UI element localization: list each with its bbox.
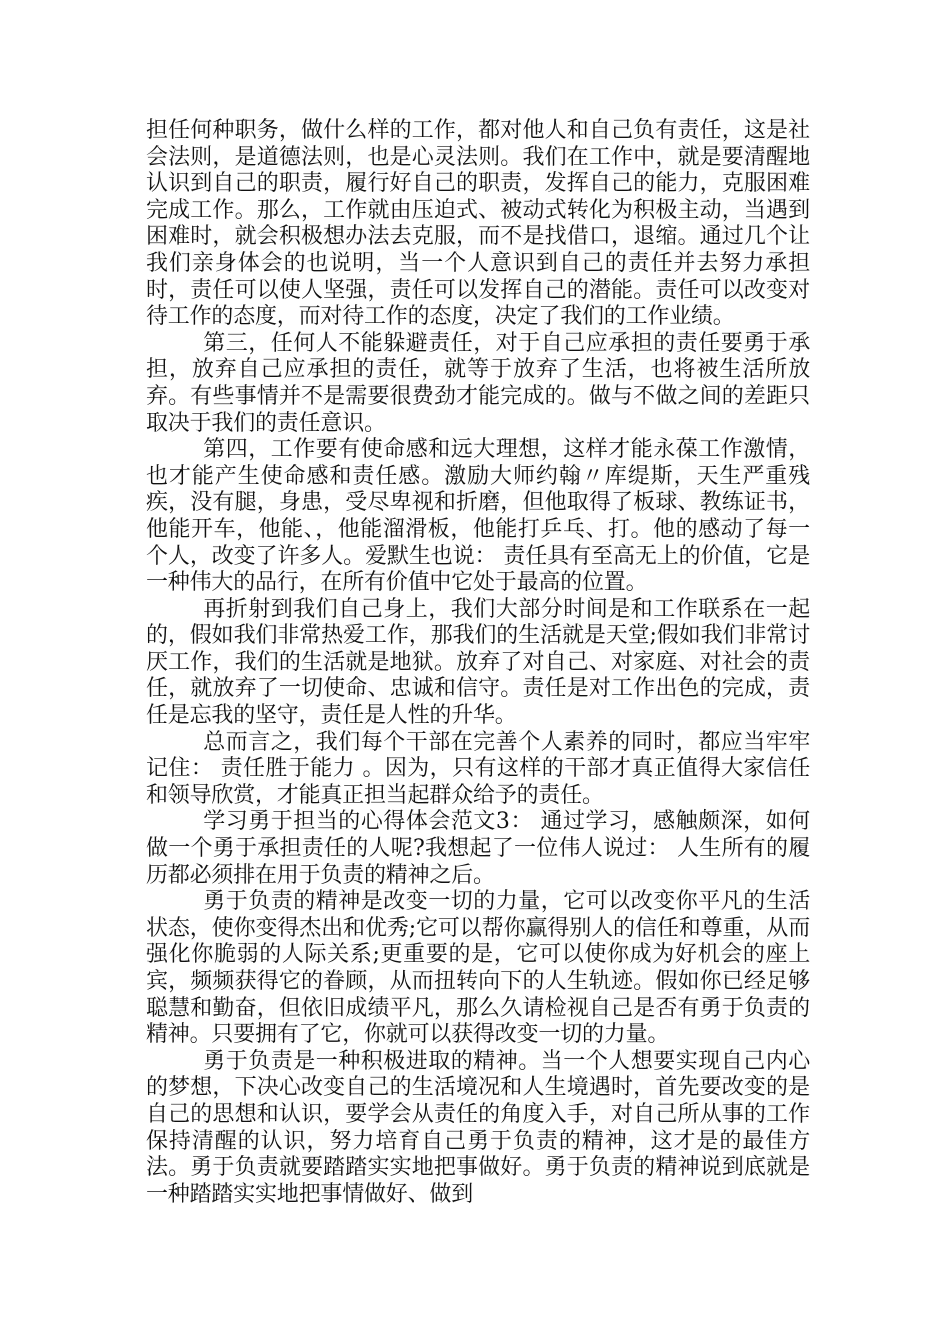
paragraph-1: 担任何种职务，做什么样的工作，都对他人和自己负有责任，这是社会法则，是道德法则，也是心灵法则。我们在工作中，就是要清醒地认识到自己的职责，履行好自己的职责，发挥自己的能力，克服困难完成工作。那么，工作就由压迫式、被动式转化为积极主动，当遇到困难时，就会积极想办法去克服，而不是找借口，退缩。通过几个让我们亲身体会的也说明，当一个人意识到自己的责任并去努力承担时，责任可以使人坚强，责任可以发挥自己的潜能。责任可以改变对待工作的态度，而对待工作的态度，决定了我们的工作业绩。 — [146, 118, 810, 330]
paragraph-2: 第三，任何人不能躲避责任，对于自己应承担的责任要勇于承担，放弃自己应承担的责任，就等于放弃了生活，也将被生活所放弃。有些事情并不是需要很费劲才能完成的。做与不做之间的差距只取决于我们的责任意识。 — [146, 330, 810, 436]
paragraph-3: 第四，工作要有使命感和远大理想，这样才能永葆工作激情，也才能产生使命感和责任感。激励大师约翰〃库缇斯，天生严重残疾，没有腿，身患，受尽卑视和折磨，但他取得了板球、教练证书，他能开车，他能、，他能溜滑板，他能打乒乓、打。他的感动了每一个人，改变了许多人。爱默生也说： 责任具有至高无上的价值，它是一种伟大的品行，在所有价值中它处于最高的位置。 — [146, 437, 810, 596]
paragraph-5: 总而言之，我们每个干部在完善个人素养的同时，都应当牢牢记住： 责任胜于能力 。因为，只有这样的干部才真正值得大家信任和领导欣赏，才能真正担当起群众给予的责任。 — [146, 729, 810, 808]
paragraph-8: 勇于负责是一种积极进取的精神。当一个人想要实现自己内心的梦想，下决心改变自己的生活境况和人生境遇时，首先要改变的是自己的思想和认识，要学会从责任的角度入手，对自己所从事的工作保持清醒的认识，努力培育自己勇于负责的精神，这才是的最佳方法。勇于负责就要踏踏实实地把事做好。勇于负责的精神说到底就是一种踏踏实实地把事情做好、做到 — [146, 1048, 810, 1207]
paragraph-4: 再折射到我们自己身上，我们大部分时间是和工作联系在一起的，假如我们非常热爱工作，那我们的生活就是天堂;假如我们非常讨厌工作，我们的生活就是地狱。放弃了对自己、对家庭、对社会的责任，就放弃了一切使命、忠诚和信守。责任是对工作出色的完成，责任是忘我的坚守，责任是人性的升华。 — [146, 596, 810, 729]
paragraph-7: 勇于负责的精神是改变一切的力量，它可以改变你平凡的生活状态，使你变得杰出和优秀;它可以帮你赢得别人的信任和尊重，从而强化你脆弱的人际关系;更重要的是，它可以使你成为好机会的座上宾，频频获得它的眷顾，从而扭转向下的人生轨迹。假如你已经足够聪慧和勤奋，但依旧成绩平凡，那么久请检视自己是否有勇于负责的精神。只要拥有了它，你就可以获得改变一切的力量。 — [146, 889, 810, 1048]
document-body — [146, 118, 810, 1208]
paragraph-6: 学习勇于担当的心得体会范文3： 通过学习，感触颇深，如何做一个勇于承担责任的人呢?我想起了一位伟人说过： 人生所有的履历都必须排在用于负责的精神之后。 — [146, 809, 810, 888]
